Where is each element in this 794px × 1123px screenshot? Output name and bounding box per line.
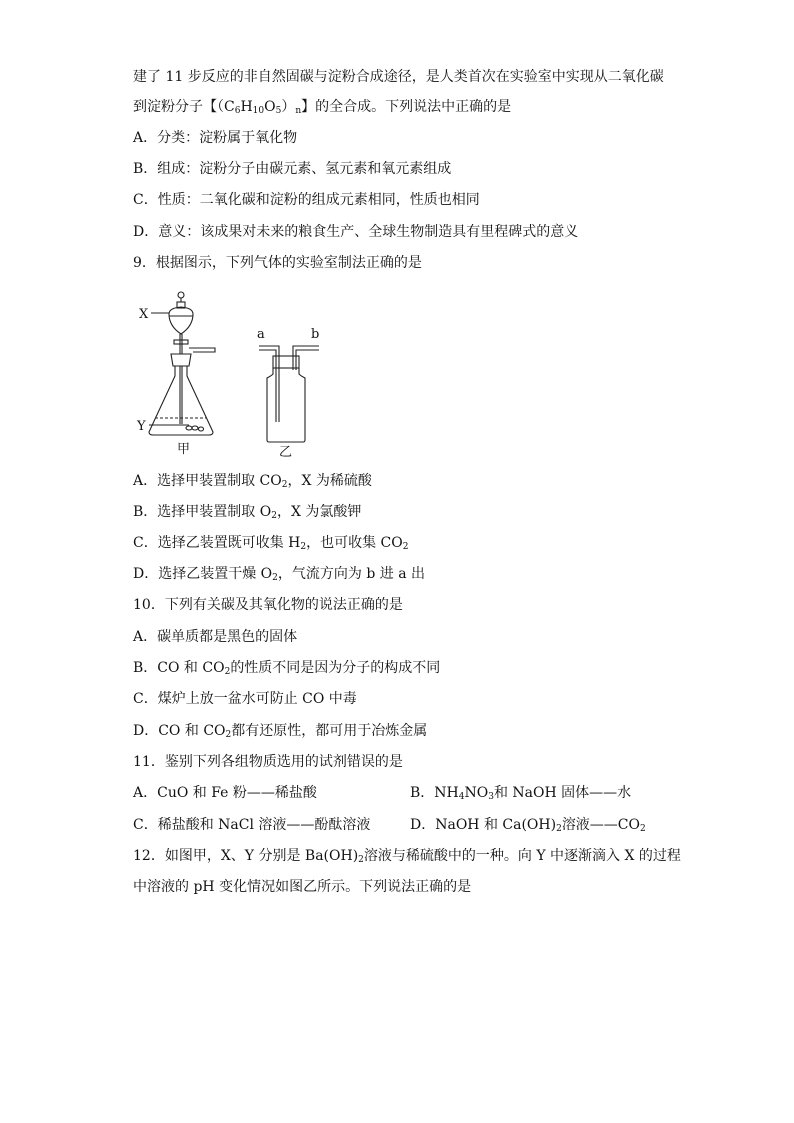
caption-yi: 乙 <box>279 445 293 460</box>
label-b: b <box>311 327 320 342</box>
caption-jia: 甲 <box>177 442 191 457</box>
q12-stem-line-2: 中溶液的 pH 变化情况如图乙所示。下列说法正确的是 <box>133 879 472 895</box>
q10-option-d: D．CO 和 $CO_2$都有还原性，都可用于冶炼金属 <box>133 723 428 740</box>
q11-option-d: D．NaOH 和 $Ca(OH)_2$溶液$——CO_2$ <box>410 817 646 834</box>
q10-stem: 10．下列有关碳及其氧化物的说法正确的是 <box>133 597 403 613</box>
q12-stem-line-1: 12．如图甲，X、Y 分别是 $Ba(OH)_2$溶液与稀硫酸中的一种。向 Y 中逐渐滴入 X 的过程 <box>133 848 681 865</box>
q10-option-a: A．碳单质都是黑色的固体 <box>133 629 298 645</box>
q11-option-c: C．稀盐酸和 NaCl 溶液——酚酞溶液 <box>133 817 371 833</box>
q11-stem: 11．鉴别下列各组物质选用的试剂错误的是 <box>133 754 403 770</box>
q8-option-c: C．性质：二氧化碳和淀粉的组成元素相同，性质也相同 <box>133 192 480 208</box>
q8-option-d: D．意义：该成果对未来的粮食生产、全球生物制造具有里程碑式的意义 <box>133 224 579 240</box>
q8-stem-line-2: 到淀粉分子【$(C_6H_{10}O_5)_n$】的全合成。下列说法中正确的是 <box>133 99 512 116</box>
label-x: X <box>139 307 149 322</box>
q11-option-a: A．CuO 和 Fe 粉——稀盐酸 <box>133 785 317 801</box>
q9-stem: 9．根据图示，下列气体的实验室制法正确的是 <box>133 255 422 271</box>
q9-option-d: D．选择乙装置干燥 $O_2$，气流方向为 b 进 a 出 <box>133 566 425 583</box>
q9-option-b: B．选择甲装置制取 $O_2$，X 为氯酸钾 <box>133 504 362 521</box>
q8-option-b: B．组成：淀粉分子由碳元素、氢元素和氧元素组成 <box>133 161 452 177</box>
q9-apparatus-diagram <box>133 290 333 460</box>
q9-option-a: A．选择甲装置制取 $CO_2$，X 为稀硫酸 <box>133 473 372 490</box>
q10-option-c: C．煤炉上放一盆水可防止 CO 中毒 <box>133 691 357 707</box>
q10-option-b: B．CO 和 $CO_2$的性质不同是因为分子的构成不同 <box>133 660 441 677</box>
label-y: Y <box>137 419 146 434</box>
label-a: a <box>257 327 265 342</box>
q11-option-b: B．$NH_4NO_3$和 NaOH 固体——水 <box>410 785 632 802</box>
apparatus-jia <box>149 292 215 435</box>
q9-option-c: C．选择乙装置既可收集 $H_2$，也可收集 $CO_2$ <box>133 535 409 552</box>
q8-option-a: A．分类：淀粉属于氧化物 <box>133 130 298 146</box>
apparatus-yi <box>259 346 319 442</box>
q8-stem-line-1: 建了 11 步反应的非自然固碳与淀粉合成途径，是人类首次在实验室中实现从二氧化碳 <box>133 69 664 85</box>
